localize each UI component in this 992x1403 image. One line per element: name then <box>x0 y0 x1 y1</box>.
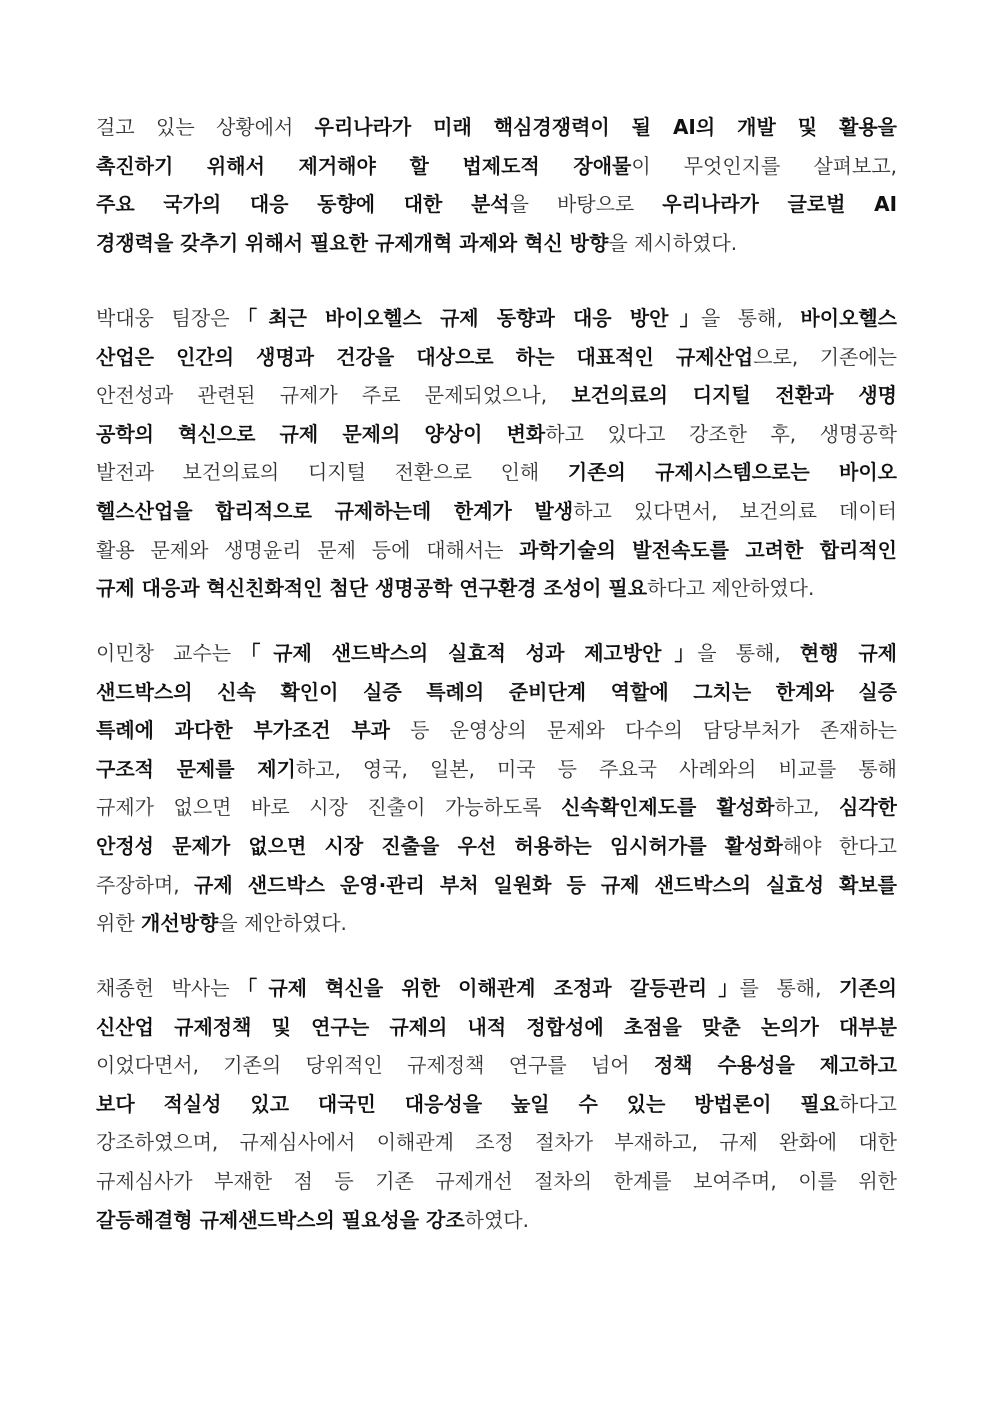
text-segment: 발전과 보건의료의 디지털 전환으로 인해 <box>96 460 568 485</box>
text-segment: 하고 있다고 강조한 후, 생명공학 <box>545 421 897 446</box>
text-segment: 이었다면서, 기존의 당위적인 규제정책 연구를 넘어 <box>96 1053 654 1078</box>
text-line <box>96 147 897 186</box>
bold-text-segment: 보다 적실성 있고 대국민 대응성을 높일 수 있는 방법론이 필요 <box>96 1091 840 1116</box>
bold-text-segment: 경쟁력을 갖추기 위해서 필요한 규제개혁 과제와 혁신 방향 <box>96 230 609 255</box>
text-segment: 을 제시하였다. <box>608 230 738 255</box>
bold-text-segment: ｢최근 바이오헬스 규제 동향과 대응 방안｣ <box>247 306 701 330</box>
text-segment: 등 운영상의 문제와 다수의 담당부처가 존재하는 <box>389 718 897 743</box>
bold-text-segment: 촉진하기 위해서 제거해야 할 법제도적 장애물 <box>96 153 632 178</box>
text-line <box>96 634 897 673</box>
text-line <box>96 904 897 943</box>
bold-text-segment: 우리나라가 글로벌 AI <box>662 192 897 217</box>
text-segment: 이민창 교수는 <box>96 641 251 665</box>
text-line <box>96 866 897 905</box>
text-segment: 을 통해, <box>700 306 801 330</box>
bold-text-segment: 샌드박스의 신속 확인이 실증 특례의 준비단계 역할에 그치는 한계와 실증 <box>96 679 897 704</box>
paragraph-conflict-management <box>96 969 897 1239</box>
text-segment: 해야 한다고 <box>782 833 897 858</box>
text-line <box>96 673 897 712</box>
bold-text-segment: 신산업 규제정책 및 연구는 규제의 내적 정합성에 초점을 맞춘 논의가 대부분 <box>96 1014 897 1039</box>
text-segment: 으로, 기존에는 <box>753 344 897 369</box>
text-line <box>96 711 897 750</box>
text-line <box>96 1162 897 1201</box>
bold-text-segment: 우리나라가 미래 핵심경쟁력이 될 AI의 개발 및 활용을 <box>314 115 897 139</box>
text-segment: 하다고 제안하였다. <box>647 576 815 601</box>
text-segment: 채종헌 박사는 <box>96 976 248 1000</box>
text-line <box>96 1008 897 1047</box>
text-line <box>96 1085 897 1124</box>
text-segment: 안전성과 관련된 규제가 주로 문제되었으나, <box>96 383 572 408</box>
text-segment: 를 통해, <box>739 976 840 1000</box>
bold-text-segment: 신속확인제도를 활성화 <box>561 795 775 820</box>
bold-text-segment: 갈등해결형 규제샌드박스의 필요성을 강조 <box>96 1207 465 1232</box>
bold-text-segment: 특례에 과다한 부가조건 부과 <box>96 718 390 743</box>
text-segment: 을 통해, <box>697 641 800 665</box>
bold-text-segment: 개선방향 <box>141 911 219 936</box>
text-segment: 규제가 없으면 바로 시장 진출이 가능하도록 <box>96 795 562 820</box>
text-line <box>96 453 897 492</box>
text-line <box>96 108 897 147</box>
text-line <box>96 827 897 866</box>
text-line <box>96 492 897 531</box>
text-line <box>96 376 897 415</box>
text-segment: 을 바탕으로 <box>509 192 663 217</box>
bold-text-segment: 기존의 <box>839 976 897 1000</box>
bold-text-segment: 정책 수용성을 제고하고 <box>653 1053 897 1078</box>
text-segment: 하였다. <box>464 1207 529 1232</box>
bold-text-segment: 규제 대응과 혁신친화적인 첨단 생명공학 연구환경 조성이 필요 <box>96 576 648 601</box>
text-line <box>96 338 897 377</box>
paragraph-biohealth-regulation <box>96 299 897 608</box>
bold-text-segment: 산업은 인간의 생명과 건강을 대상으로 하는 대표적인 규제산업 <box>96 344 754 369</box>
text-segment: 하고, 영국, 일본, 미국 등 주요국 사례와의 비교를 통해 <box>295 756 897 781</box>
text-line <box>96 750 897 789</box>
bold-text-segment: ｢규제 샌드박스의 실효적 성과 제고방안｣ <box>250 641 698 665</box>
text-segment: 이 무엇인지를 살펴보고, <box>631 153 897 178</box>
text-segment: 하고, <box>774 795 840 820</box>
text-segment: 하다고 <box>839 1091 897 1116</box>
bold-text-segment: 심각한 <box>839 795 897 820</box>
bold-text-segment: 구조적 문제를 제기 <box>96 756 296 781</box>
bold-text-segment: 과학기술의 발전속도를 고려한 합리적인 <box>519 537 897 562</box>
text-segment: 강조하였으며, 규제심사에서 이해관계 조정 절차가 부재하고, 규제 완화에 대한 <box>96 1130 897 1155</box>
text-segment: 을 제안하였다. <box>218 911 347 936</box>
text-line <box>96 1046 897 1085</box>
bold-text-segment: 바이오헬스 <box>800 306 897 330</box>
bold-text-segment: 헬스산업을 합리적으로 규제하는데 한계가 발생 <box>96 498 574 523</box>
text-line <box>96 1201 897 1240</box>
text-segment: 하고 있다면서, 보건의료 데이터 <box>573 498 897 523</box>
text-segment: 위한 <box>96 911 141 936</box>
bold-text-segment: 규제 샌드박스 운영·관리 부처 일원화 등 규제 샌드박스의 실효성 확보를 <box>194 872 897 897</box>
paragraph-regulatory-sandbox <box>96 634 897 943</box>
bold-text-segment: 보건의료의 디지털 전환과 생명 <box>571 383 897 408</box>
text-line <box>96 969 897 1008</box>
text-segment: 박대웅 팀장은 <box>96 306 248 330</box>
bold-text-segment: ｢규제 혁신을 위한 이해관계 조정과 갈등관리｣ <box>247 976 740 1000</box>
text-segment: 걸고 있는 상황에서 <box>96 115 315 139</box>
text-line <box>96 569 897 608</box>
bold-text-segment: 주요 국가의 대응 동향에 대한 분석 <box>96 192 510 217</box>
text-line <box>96 299 897 338</box>
bold-text-segment: 기존의 규제시스템으로는 바이오 <box>567 460 897 485</box>
text-line <box>96 415 897 454</box>
bold-text-segment: 공학의 혁신으로 규제 문제의 양상이 변화 <box>96 421 546 446</box>
paragraph-ai-regulation <box>96 108 897 262</box>
text-segment: 규제심사가 부재한 점 등 기존 규제개선 절차의 한계를 보여주며, 이를 위한 <box>96 1168 897 1193</box>
text-line <box>96 185 897 224</box>
text-segment: 주장하며, <box>96 872 195 897</box>
text-segment: 활용 문제와 생명윤리 문제 등에 대해서는 <box>96 537 520 562</box>
text-line <box>96 1123 897 1162</box>
bold-text-segment: 현행 규제 <box>799 641 897 665</box>
text-line <box>96 531 897 570</box>
text-line <box>96 788 897 827</box>
bold-text-segment: 안정성 문제가 없으면 시장 진출을 우선 허용하는 임시허가를 활성화 <box>96 833 783 858</box>
text-line <box>96 224 897 263</box>
